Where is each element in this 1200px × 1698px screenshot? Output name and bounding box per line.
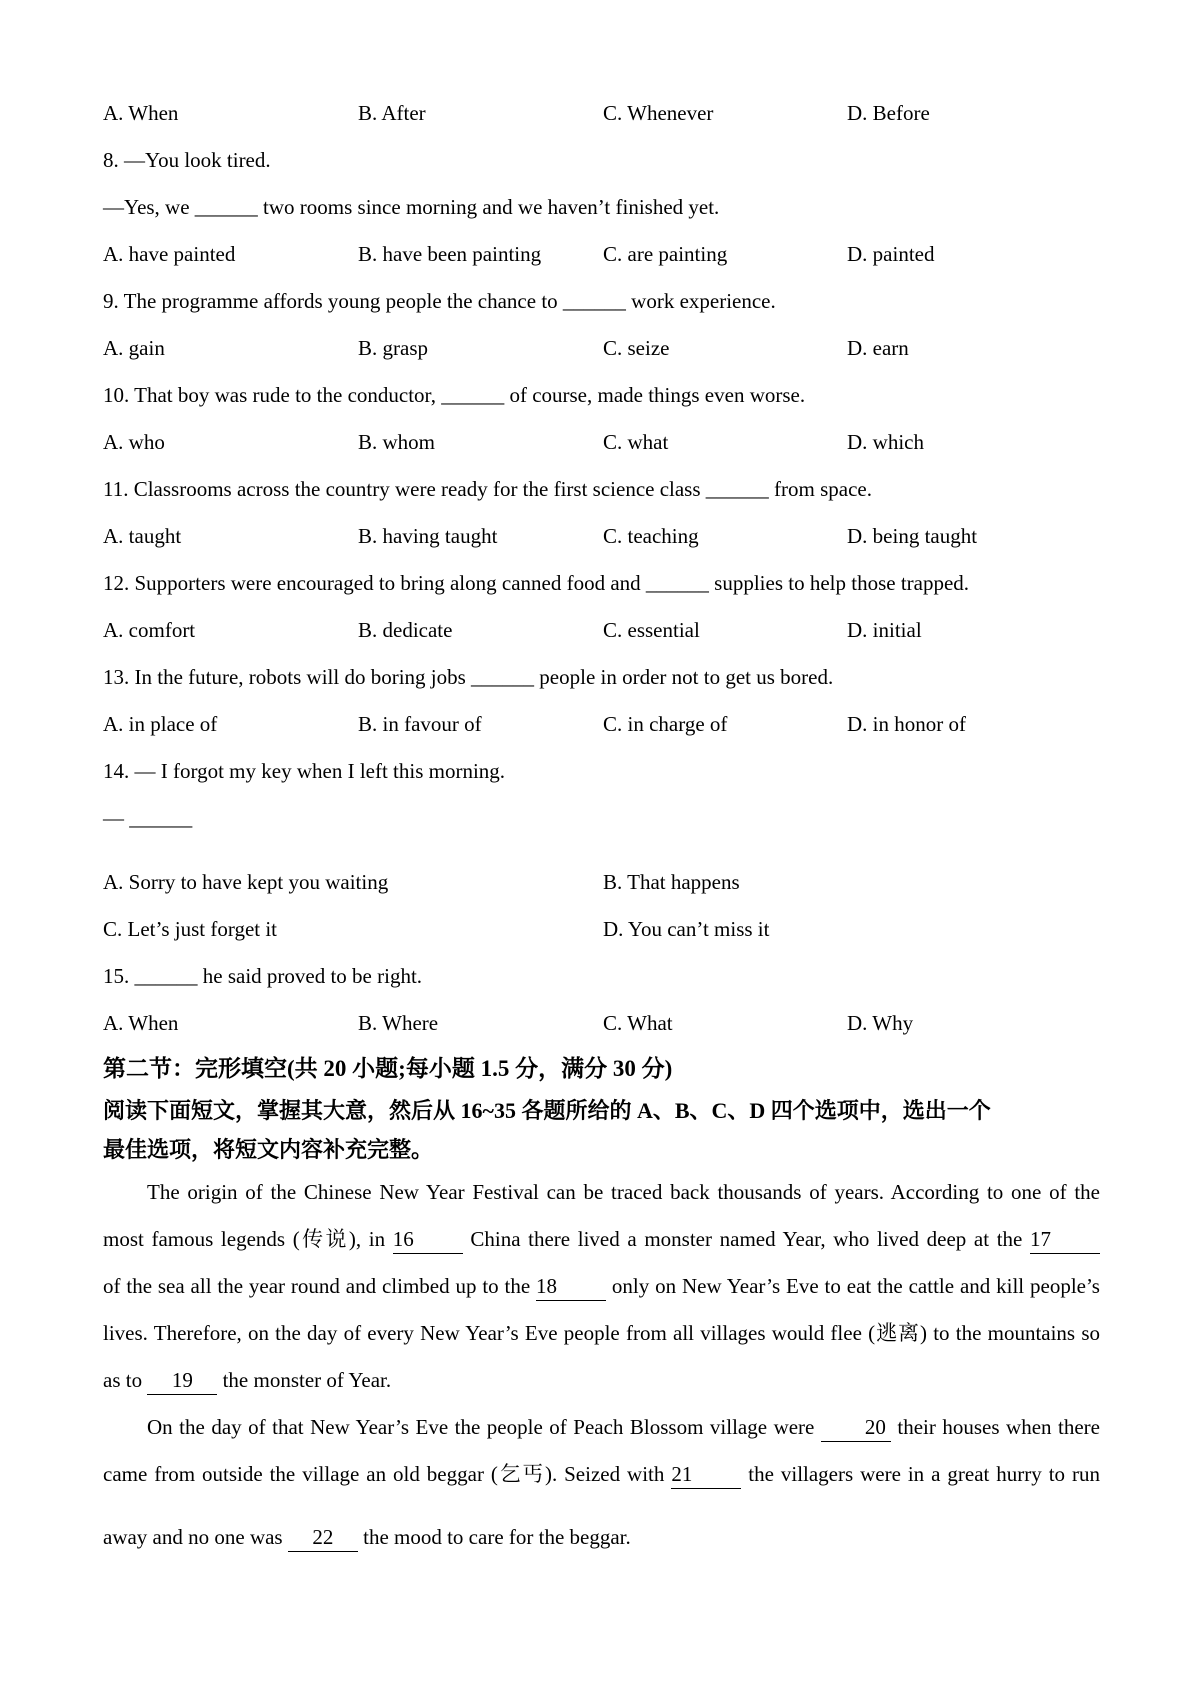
question-stem-reply-blank: — ______ (103, 806, 193, 830)
option-d: D. painted (847, 242, 935, 266)
question-stem: 8. —You look tired. (103, 148, 271, 172)
option-d: D. which (847, 430, 924, 454)
option-a: A. When (103, 101, 179, 125)
options-row (103, 859, 1100, 906)
question-11 (103, 466, 1100, 560)
options-row (103, 325, 1100, 372)
option-d: D. Why (847, 1011, 914, 1035)
option-b: B. That happens (603, 870, 740, 894)
passage-line: away and no one was 22 the mood to care for the beggar. (103, 1514, 1100, 1561)
option-a: A. comfort (103, 618, 196, 642)
option-d: D. earn (847, 336, 909, 360)
instruction-line: 阅读下面短文，掌握其大意，然后从 16~35 各题所给的 A、B、C、D 四个选项中，选出一个 (103, 1098, 991, 1123)
option-a: A. gain (103, 336, 165, 360)
option-a: A. in place of (103, 712, 218, 736)
option-a: A. When (103, 1011, 179, 1035)
cloze-blank-20: 20 (821, 1415, 891, 1442)
cloze-passage (103, 1169, 1100, 1561)
question-stem: —Yes, we ______ two rooms since morning and we haven’t finished yet. (103, 195, 720, 219)
question-7-options-row (103, 90, 1100, 137)
instruction-line: 最佳选项，将短文内容补充完整。 (103, 1137, 434, 1162)
options-row (103, 419, 1100, 466)
question-stem: 10. That boy was rude to the conductor, ______ of course, made things even worse. (103, 383, 806, 407)
option-b: B. After (358, 101, 426, 125)
passage-line: most famous legends (传说), in 16 China there lived a monster named Year, who lived deep at the 17 (103, 1216, 1100, 1263)
options-row (103, 1000, 1100, 1047)
cloze-blank-21: 21 (671, 1462, 741, 1489)
options-row (103, 513, 1100, 560)
question-9 (103, 278, 1100, 372)
section-heading: 第二节：完形填空(共 20 小题;每小题 1.5 分，满分 30 分) (103, 1056, 673, 1081)
options-row (103, 607, 1100, 654)
question-stem: 14. — I forgot my key when I left this morning. (103, 759, 506, 783)
question-8 (103, 137, 1100, 278)
options-row (103, 701, 1100, 748)
question-10 (103, 372, 1100, 466)
option-c: C. are painting (603, 242, 728, 266)
passage-line: lives. Therefore, on the day of every New Year’s Eve people from all villages would flee (逃离) to the mountains so (103, 1321, 1100, 1345)
option-a: A. have painted (103, 242, 236, 266)
passage-line: of the sea all the year round and climbed up to the 18 only on New Year’s Eve to eat the cattle and kill people’s (103, 1263, 1100, 1310)
cloze-blank-17: 17 (1030, 1227, 1100, 1254)
option-c: C. seize (603, 336, 670, 360)
option-d: D. in honor of (847, 712, 966, 736)
option-c: C. essential (603, 618, 700, 642)
question-14 (103, 748, 1100, 953)
passage-line: On the day of that New Year’s Eve the people of Peach Blossom village were 20 their houses when there (103, 1404, 1100, 1451)
question-stem: 15. ______ he said proved to be right. (103, 964, 423, 988)
question-12 (103, 560, 1100, 654)
option-d: D. Before (847, 101, 930, 125)
question-15 (103, 953, 1100, 1047)
option-c: C. What (603, 1011, 673, 1035)
question-stem: 12. Supporters were encouraged to bring along canned food and ______ supplies to help those trapped. (103, 571, 970, 595)
option-d: D. You can’t miss it (603, 917, 770, 941)
option-b: B. Where (358, 1011, 439, 1035)
option-c: C. what (603, 430, 669, 454)
option-a: A. taught (103, 524, 182, 548)
option-b: B. have been painting (358, 242, 542, 266)
passage-line: The origin of the Chinese New Year Festival can be traced back thousands of years. According to one of the (147, 1180, 1100, 1204)
option-b: B. having taught (358, 524, 498, 548)
option-b: B. whom (358, 430, 436, 454)
cloze-blank-18: 18 (536, 1274, 606, 1301)
cloze-section (103, 1047, 1100, 1561)
options-row (103, 906, 1100, 953)
option-c: C. in charge of (603, 712, 728, 736)
question-stem: 9. The programme affords young people the chance to ______ work experience. (103, 289, 776, 313)
option-b: B. dedicate (358, 618, 453, 642)
option-a: A. Sorry to have kept you waiting (103, 870, 389, 894)
options-row (103, 231, 1100, 278)
passage-line: came from outside the village an old beggar (乞丐). Seized with 21 the villagers were in a great hurry to run (103, 1451, 1100, 1498)
option-b: B. in favour of (358, 712, 482, 736)
option-d: D. being taught (847, 524, 978, 548)
cloze-blank-16: 16 (393, 1227, 463, 1254)
option-b: B. grasp (358, 336, 428, 360)
option-c: C. teaching (603, 524, 699, 548)
cloze-blank-19: 19 (147, 1368, 217, 1395)
question-stem: 11. Classrooms across the country were ready for the first science class ______ from space. (103, 477, 872, 501)
option-d: D. initial (847, 618, 922, 642)
option-c: C. Whenever (603, 101, 714, 125)
option-c: C. Let’s just forget it (103, 917, 278, 941)
question-stem: 13. In the future, robots will do boring jobs ______ people in order not to get us bored. (103, 665, 834, 689)
passage-line: as to 19 the monster of Year. (103, 1357, 1100, 1404)
cloze-blank-22: 22 (288, 1525, 358, 1552)
question-13 (103, 654, 1100, 748)
option-a: A. who (103, 430, 165, 454)
